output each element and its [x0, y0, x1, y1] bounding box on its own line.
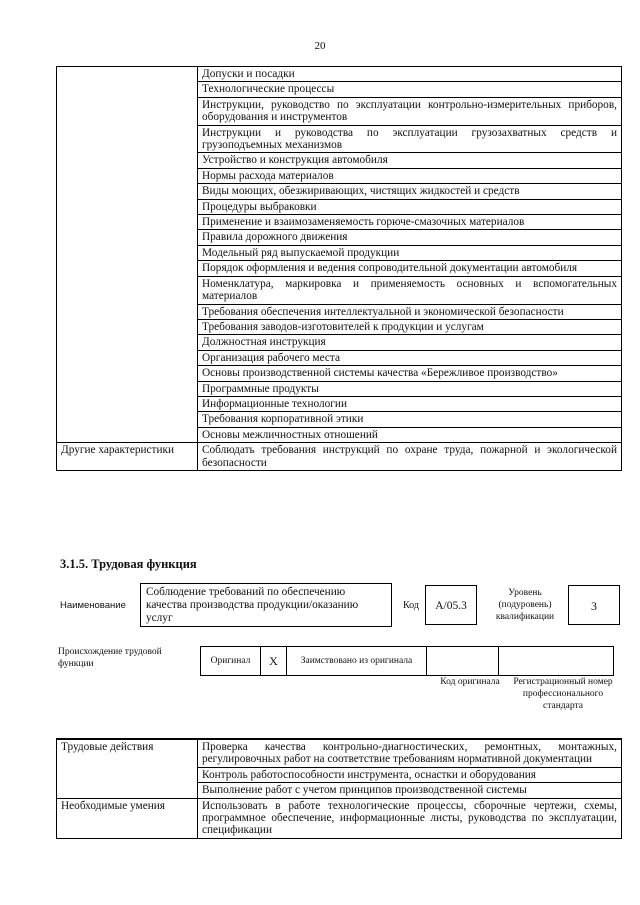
- knowledge-item: Информационные технологии: [198, 396, 622, 411]
- name-label: Наименование: [60, 600, 126, 611]
- knowledge-label-cell: [57, 67, 198, 443]
- function-code-box: А/05.3: [425, 585, 477, 625]
- page-number: 20: [314, 40, 326, 52]
- labor-action-item-row: [57, 739, 622, 767]
- knowledge-item: Основы межличностных отношений: [198, 427, 622, 442]
- origin-grid: [200, 646, 614, 676]
- knowledge-item: Требования обеспечения интеллектуальной и экономической безопасности: [198, 304, 622, 319]
- knowledge-item: Нормы расхода материалов: [198, 168, 622, 183]
- origin-mark-cell: X: [261, 647, 287, 675]
- knowledge-item: Требования заводов-изготовителей к продукции и услугам: [198, 319, 622, 334]
- labor-action-item: Контроль работоспособности инструмента, оснастки и оборудования: [198, 767, 622, 782]
- knowledge-item: Номенклатура, маркировка и применяемость основных и вспомогательных материалов: [198, 276, 622, 304]
- origin-reg-cell: [499, 647, 613, 675]
- level-label: Уровень (подуровень) квалификации: [495, 588, 555, 622]
- knowledge-item: Основы производственной системы качества «Бережливое производство»: [198, 366, 622, 381]
- knowledge-item: Правила дорожного движения: [198, 230, 622, 245]
- knowledge-item: Процедуры выбраковки: [198, 199, 622, 214]
- knowledge-item: Инструкции и руководства по эксплуатации грузозахватных средств и грузоподъемных механизмов: [198, 125, 622, 153]
- labor-action-item: Выполнение работ с учетом принципов производственной системы: [198, 783, 622, 798]
- knowledge-item: Устройство и конструкция автомобиля: [198, 153, 622, 168]
- knowledge-item: Применение и взаимозаменяемость горюче-смазочных материалов: [198, 215, 622, 230]
- other-row: [57, 443, 622, 471]
- knowledge-item: Модельный ряд выпускаемой продукции: [198, 245, 622, 260]
- origin-reg-label: Регистрационный номер профессионального стандарта: [513, 677, 613, 711]
- origin-label: Происхождение трудовой функции: [58, 647, 162, 669]
- knowledge-item: Виды моющих, обезжиривающих, чистящих жидкостей и средств: [198, 184, 622, 199]
- function-table: [56, 738, 622, 839]
- function-name-box: Соблюдение требований по обеспечению качества производства продукции/оказанию услуг: [140, 583, 392, 627]
- origin-original-cell: Оригинал: [201, 647, 261, 675]
- skills-label: Необходимые умения: [57, 798, 198, 838]
- knowledge-table: [56, 66, 622, 471]
- knowledge-item: Должностная инструкция: [198, 335, 622, 350]
- other-text: Соблюдать требования инструкций по охране труда, пожарной и экологической безопасности: [198, 443, 622, 471]
- labor-action-item: Проверка качества контрольно-диагностических, ремонтных, монтажных, регулировочных работ на соответствие требованиям нормативной документации: [198, 739, 622, 767]
- origin-code-cell: [427, 647, 499, 675]
- knowledge-item: Программные продукты: [198, 381, 622, 396]
- origin-code-label: Код оригинала: [440, 677, 500, 687]
- other-label: Другие характеристики: [57, 443, 198, 471]
- knowledge-item: Технологические процессы: [198, 82, 622, 97]
- skill-item-row: [57, 798, 622, 838]
- knowledge-item: Инструкции, руководство по эксплуатации контрольно-измерительных приборов, оборудования и инструментов: [198, 97, 622, 125]
- knowledge-item: Организация рабочего места: [198, 350, 622, 365]
- code-label: Код: [403, 600, 419, 611]
- section-title: 3.1.5. Трудовая функция: [60, 557, 197, 571]
- labor-actions-label: Трудовые действия: [57, 739, 198, 798]
- knowledge-item: Требования корпоративной этики: [198, 412, 622, 427]
- knowledge-item: Допуски и посадки: [198, 67, 622, 82]
- origin-borrowed-cell: Заимствовано из оригинала: [287, 647, 427, 675]
- skill-item: Использовать в работе технологические процессы, сборочные чертежи, схемы, программное обеспечение, информационные листы, руководства по эксплуатации, спецификации: [198, 798, 622, 838]
- knowledge-item: Порядок оформления и ведения сопроводительной документации автомобиля: [198, 261, 622, 276]
- knowledge-row: [57, 67, 622, 82]
- level-value-box: 3: [568, 585, 620, 625]
